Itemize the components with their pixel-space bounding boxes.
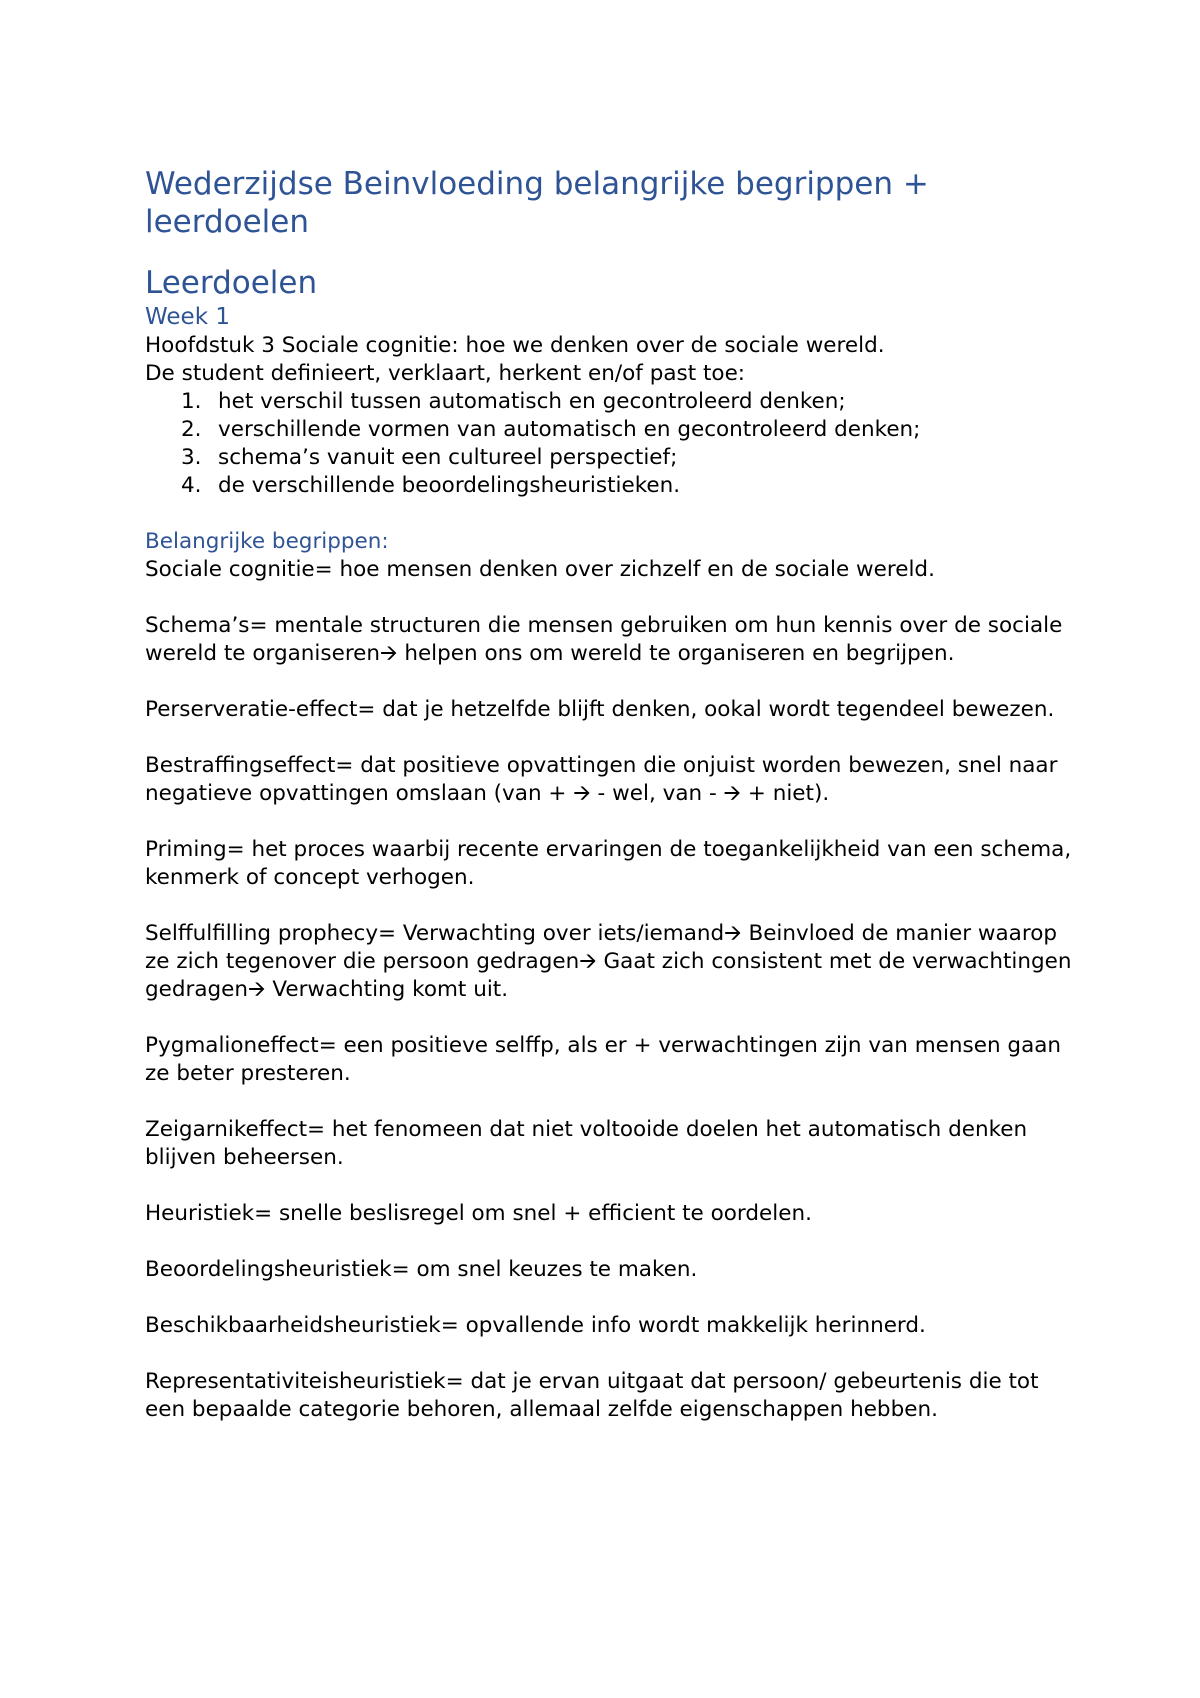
list-number: 2.	[181, 417, 202, 442]
list-item	[145, 444, 1085, 472]
list-text: de verschillende beoordelingsheuristieken.	[218, 473, 681, 498]
concept-paragraph: Priming= het proces waarbij recente ervaringen de toegankelijkheid van een schema, kenmerk of concept verhogen.	[145, 837, 1072, 890]
concept-paragraph: Perserveratie-effect= dat je hetzelfde blijft denken, ookal wordt tegendeel bewezen.	[145, 697, 1055, 722]
list-item	[145, 472, 1085, 500]
objectives-list	[145, 388, 1085, 500]
concept-paragraph: Schema’s= mentale structuren die mensen gebruiken om hun kennis over de sociale wereld te organiseren🡪 helpen ons om wereld te organiseren en begrijpen.	[145, 613, 1063, 666]
list-number: 1.	[181, 389, 202, 414]
week-heading: Week 1	[145, 304, 230, 330]
concept-paragraph: Pygmalioneffect= een positieve selffp, als er + verwachtingen zijn van mensen gaan ze beter presteren.	[145, 1033, 1062, 1086]
intro-line: De student definieert, verklaart, herkent en/of past toe:	[145, 361, 746, 386]
section-heading-leerdoelen: Leerdoelen	[145, 265, 318, 301]
list-text: verschillende vormen van automatisch en gecontroleerd denken;	[218, 417, 921, 442]
concept-paragraph: Heuristiek= snelle beslisregel om snel + efficient te oordelen.	[145, 1201, 812, 1226]
list-text: schema’s vanuit een cultureel perspectief;	[218, 445, 678, 470]
list-text: het verschil tussen automatisch en gecontroleerd denken;	[218, 389, 846, 414]
document-title: Wederzijdse Beinvloeding belangrijke begrippen + leerdoelen	[145, 166, 929, 240]
concept-paragraph: Representativiteisheuristiek= dat je ervan uitgaat dat persoon/ gebeurtenis die tot een bepaalde categorie behoren, allemaal zelfde eigenschappen hebben.	[145, 1369, 1039, 1422]
concept-paragraph: Sociale cognitie= hoe mensen denken over zichzelf en de sociale wereld.	[145, 557, 935, 582]
concept-paragraph: Beoordelingsheuristiek= om snel keuzes te maken.	[145, 1257, 698, 1282]
list-number: 3.	[181, 445, 202, 470]
concept-paragraph: Bestraffingseffect= dat positieve opvattingen die onjuist worden bewezen, snel naar negatieve opvattingen omslaan (van + 🡪 - wel, van - 🡪 + niet).	[145, 753, 1058, 806]
concept-paragraph: Selffulfilling prophecy= Verwachting over iets/iemand🡪 Beinvloed de manier waarop ze zich tegenover die persoon gedragen🡪 Gaat zich consistent met de verwachtingen gedragen🡪 Verwachting komt uit.	[145, 921, 1072, 1002]
concepts-heading: Belangrijke begrippen:	[145, 529, 389, 554]
list-number: 4.	[181, 473, 202, 498]
list-item	[145, 388, 1085, 416]
list-item	[145, 416, 1085, 444]
concept-paragraph: Zeigarnikeffect= het fenomeen dat niet voltooide doelen het automatisch denken blijven beheersen.	[145, 1117, 1028, 1170]
concept-paragraph: Beschikbaarheidsheuristiek= opvallende info wordt makkelijk herinnerd.	[145, 1313, 926, 1338]
document-page	[145, 165, 1085, 1424]
chapter-line: Hoofdstuk 3 Sociale cognitie: hoe we denken over de sociale wereld.	[145, 333, 885, 358]
